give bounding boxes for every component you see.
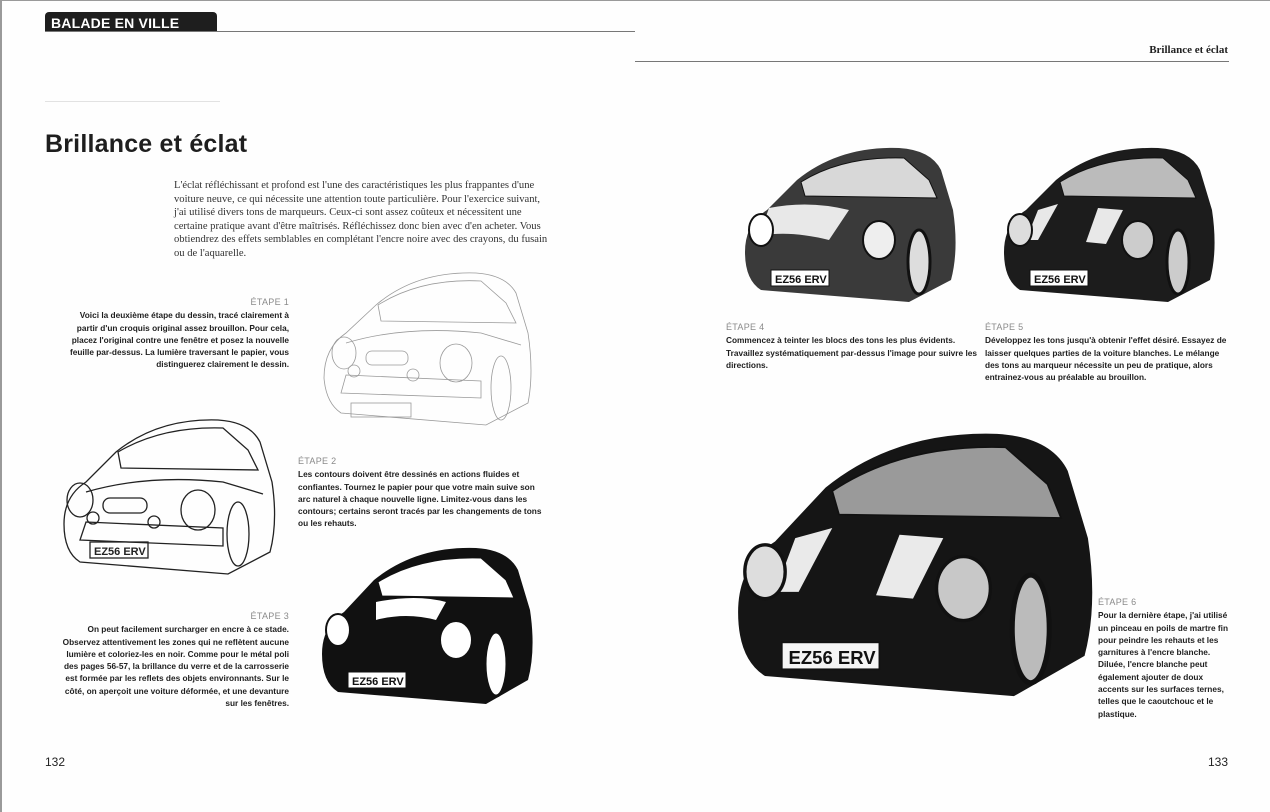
left-page (2, 0, 635, 812)
car-step-6-illustration (728, 420, 1098, 710)
step-text: Pour la dernière étape, j'ai utilisé un pinceau en poils de martre fin pour peindre les rehauts et les garnitures à l'encre blanche. Diluée, l'encre blanche peut également ajouter de doux accents sur les surfaces ternes, telles que le caoutchouc et le plastique. (1098, 610, 1229, 719)
step-label: ÉTAPE 3 (250, 611, 289, 621)
step-3 (54, 610, 289, 709)
title-divider (45, 101, 220, 102)
step-1 (64, 296, 289, 371)
step-text: Les contours doivent être dessinés en actions fluides et confiantes. Tournez le papier pour que votre main suive son arc naturel à chaque nouvelle ligne. Limitez-vous dans les contours; certains seront tracés par les changements de tons ou les rehauts. (298, 469, 542, 529)
svg-text:EZ56 ERV: EZ56 ERV (788, 647, 876, 669)
page-number-right: 133 (1207, 755, 1228, 769)
car-step-4-illustration (738, 140, 960, 308)
step-text: Développez les tons jusqu'à obtenir l'effet désiré. Essayez de laisser quelques parties de la voiture blanches. Le mélange des tons au marqueur nécessite un peu de pratique, alors entrainez-vous au préalable au brouillon. (985, 335, 1227, 383)
step-text: Voici la deuxième étape du dessin, tracé clairement à partir d'un croquis original assez brouillon. Pour cela, placez l'original contre une fenêtre et posez la nouvelle feuille par-dessus. La lumière traversant le papier, vous distinguerez clairement le dessin. (69, 310, 289, 370)
step-label: ÉTAPE 4 (726, 322, 765, 332)
step-5 (985, 321, 1230, 383)
car-marker-icon (738, 140, 960, 308)
step-6 (1098, 596, 1233, 720)
svg-text:EZ56 ERV: EZ56 ERV (775, 274, 827, 286)
svg-text:EZ56 ERV: EZ56 ERV (352, 676, 404, 688)
car-final-icon (728, 420, 1098, 710)
header-rule (635, 61, 1229, 62)
svg-text:EZ56 ERV: EZ56 ERV (94, 546, 146, 558)
svg-text:EZ56 ERV: EZ56 ERV (1034, 274, 1086, 286)
step-label: ÉTAPE 6 (1098, 597, 1137, 607)
step-label: ÉTAPE 1 (250, 297, 289, 307)
car-step-2-illustration (58, 412, 278, 580)
step-2 (298, 455, 543, 530)
step-label: ÉTAPE 2 (298, 456, 337, 466)
car-sketch-icon (315, 263, 537, 433)
right-page (635, 0, 1270, 812)
step-label: ÉTAPE 5 (985, 322, 1024, 332)
page-title: Brillance et éclat (45, 130, 248, 158)
car-ink-icon (315, 540, 537, 712)
step-4 (726, 321, 986, 371)
section-tab: BALADE EN VILLE (45, 12, 217, 31)
car-step-5-illustration (997, 140, 1219, 308)
step-text: Commencez à teinter les blocs des tons les plus évidents. Travaillez systématiquement par-dessus l'image pour suivre les directions. (726, 335, 977, 370)
intro-paragraph: L'éclat réfléchissant et profond est l'une des caractéristiques les plus frappantes d'une voiture neuve, ce qui nécessite une attention toute particulière. Pour l'exercice suivant, j'ai utilisé divers tons de marqueurs. Ceux-ci sont assez coûteux et nécessitent une certaine pratique avant d'être maîtrisés. Réfléchissez donc bien avec d'en acheter. Vous obtiendrez des effets semblables en complétant l'encre noire avec des crayons, du fusain ou de l'aquarelle. (174, 180, 548, 259)
car-outline-icon (58, 412, 278, 580)
car-step-1-illustration (315, 263, 537, 433)
header-rule (45, 31, 635, 32)
car-marker-developed-icon (997, 140, 1219, 308)
car-step-3-illustration (315, 540, 537, 712)
page-number-left: 132 (45, 755, 66, 769)
step-text: On peut facilement surcharger en encre à ce stade. Observez attentivement les zones qui ne reflètent aucune lumière et coloriez-les en noir. Comme pour le métal poli des pages 56-57, la brillance du verre et de la carrosserie est formée par les reflets des objets environnants. Sur le côté, on aperçoit une voiture déformée, et une devanture sur les fenêtres. (62, 624, 289, 709)
running-head: Brillance et éclat (1149, 44, 1228, 56)
